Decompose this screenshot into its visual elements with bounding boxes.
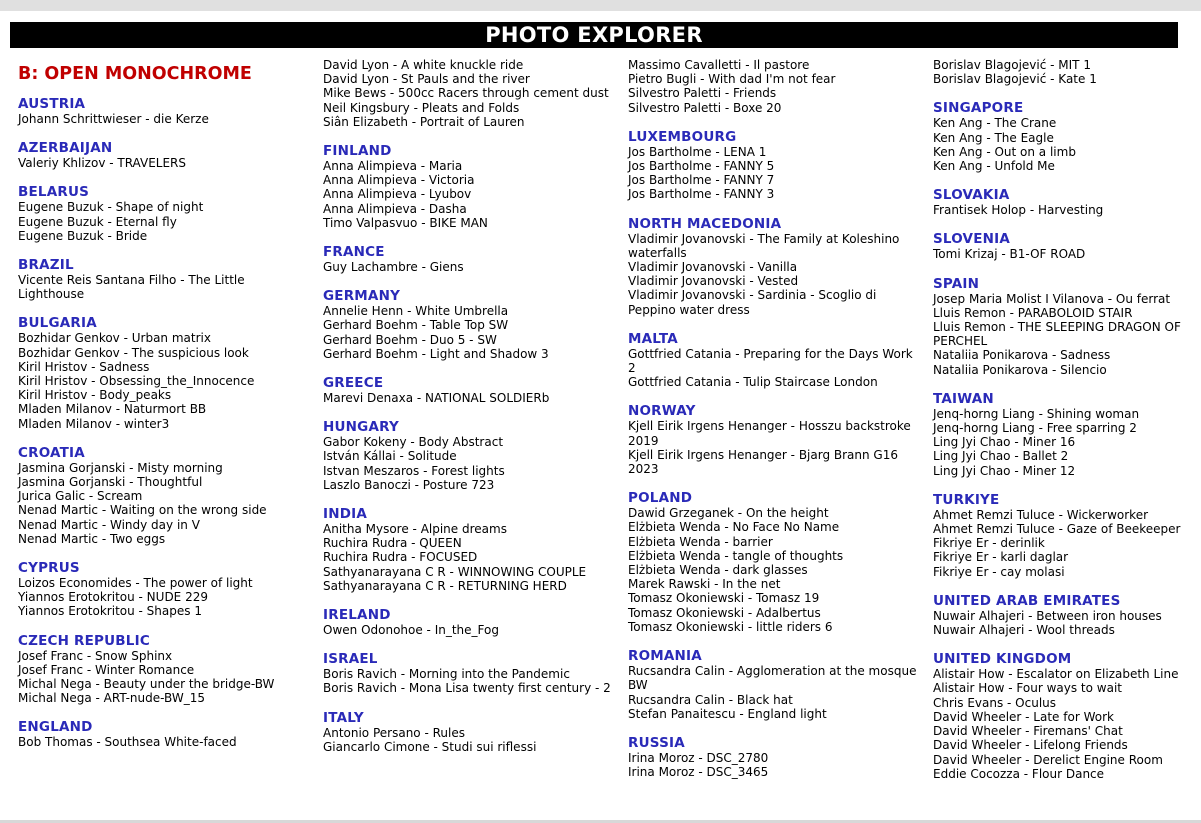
country-heading: BELARUS (18, 184, 90, 201)
photo-entry-link[interactable]: Bozhidar Genkov - The suspicious look (18, 345, 249, 360)
entry-list (628, 419, 918, 476)
entry-list (933, 292, 1201, 377)
photo-entry-link[interactable]: Boris Ravich - Morning into the Pandemic (323, 667, 570, 682)
photo-entry-link[interactable]: Vladimir Jovanovski - Sardinia - Scoglio di Peppino water dress (628, 288, 877, 317)
photo-entry-link[interactable]: Gerhard Boehm - Table Top SW (323, 318, 509, 333)
entry-list (323, 435, 613, 492)
photo-entry-link[interactable]: Tomasz Okoniewski - Adalbertus (628, 605, 821, 620)
photo-entry-link[interactable]: Nenad Martic - Windy day in V (18, 517, 200, 532)
photo-entry-link[interactable]: Tomasz Okoniewski - little riders 6 (628, 619, 833, 634)
photo-entry-link[interactable]: Bob Thomas - Southsea White-faced (18, 735, 237, 750)
country-heading: SINGAPORE (933, 100, 1024, 117)
photo-entry-link[interactable]: David Wheeler - Firemans' Chat (933, 724, 1123, 739)
photo-entry-link[interactable]: Neil Kingsbury - Pleats and Folds (323, 100, 520, 115)
country-heading: GREECE (323, 375, 384, 392)
photo-entry-link[interactable]: Ken Ang - The Crane (933, 116, 1057, 131)
entry-list (18, 461, 308, 546)
entry-list (323, 667, 613, 695)
entry-list (933, 609, 1201, 637)
photo-entry-link[interactable]: Anna Alimpieva - Victoria (323, 173, 475, 188)
photo-entry-link[interactable]: David Wheeler - Lifelong Friends (933, 738, 1128, 753)
photo-entry-link[interactable]: Fikriye Er - karli daglar (933, 550, 1069, 565)
country-heading: TURKIYE (933, 491, 1000, 508)
country-heading: FRANCE (323, 244, 385, 261)
entry-list (628, 145, 918, 202)
photo-entry-link[interactable]: Lluis Remon - THE SLEEPING DRAGON OF PERCHEL (933, 320, 1181, 349)
photo-entry-link[interactable]: Elżbieta Wenda - dark glasses (628, 563, 808, 578)
photo-entry-link[interactable]: Borislav Blagojević - MIT 1 (933, 58, 1091, 72)
photo-entry-link[interactable]: Istvan Meszaros - Forest lights (323, 463, 505, 478)
photo-entry-link[interactable]: Eugene Buzuk - Shape of night (18, 200, 204, 215)
entry-list (18, 112, 308, 126)
photo-entry-link[interactable]: Ling Jyi Chao - Miner 16 (933, 435, 1076, 450)
photo-entry-link[interactable]: Yiannos Erotokritou - NUDE 229 (18, 590, 208, 605)
photo-entry-link[interactable]: Michal Nega - ART-nude-BW_15 (18, 691, 205, 706)
photo-entry-link[interactable]: Tomi Krizaj - B1-OF ROAD (933, 247, 1086, 262)
country-heading: RUSSIA (628, 734, 685, 751)
photo-entry-link[interactable]: Jos Bartholme - LENA 1 (628, 144, 767, 159)
photo-entry-link[interactable]: Fikriye Er - cay molasi (933, 564, 1065, 579)
country-heading: SLOVENIA (933, 231, 1010, 248)
photo-entry-link[interactable]: Antonio Persano - Rules (323, 725, 465, 740)
entry-list (18, 331, 308, 430)
photo-entry-link[interactable]: Bozhidar Genkov - Urban matrix (18, 331, 211, 346)
photo-entry-link[interactable]: Silvestro Paletti - Friends (628, 86, 777, 101)
photo-entry-link[interactable]: Kiril Hristov - Body_peaks (18, 388, 172, 403)
country-heading: IRELAND (323, 607, 391, 624)
entry-list (323, 726, 613, 754)
photo-entry-link[interactable]: Anitha Mysore - Alpine dreams (323, 522, 507, 537)
photo-entry-link[interactable]: Frantisek Holop - Harvesting (933, 203, 1104, 218)
entry-list (628, 58, 918, 115)
photo-entry-link[interactable]: Eugene Buzuk - Eternal fly (18, 214, 177, 229)
photo-entry-link[interactable]: Gottfried Catania - Preparing for the Days Work 2 (628, 346, 913, 376)
photo-entry-link[interactable]: Vladimir Jovanovski - Vested (628, 274, 799, 289)
photo-entry-link[interactable]: Josep Maria Molist I Vilanova - Ou ferrat (933, 291, 1171, 306)
photo-entry-link[interactable]: Giancarlo Cimone - Studi sui riflessi (323, 739, 537, 754)
photo-entry-link[interactable]: Nenad Martic - Two eggs (18, 531, 166, 546)
photo-entry-link[interactable]: David Lyon - A white knuckle ride (323, 58, 524, 72)
photo-entry-link[interactable]: Kiril Hristov - Sadness (18, 359, 150, 374)
photo-entry-link[interactable]: Yiannos Erotokritou - Shapes 1 (18, 604, 202, 619)
photo-entry-link[interactable]: Massimo Cavalletti - Il pastore (628, 58, 810, 72)
column-2 (323, 58, 613, 754)
photo-entry-link[interactable]: Rucsandra Calin - Agglomeration at the mosque BW (628, 664, 917, 693)
entry-list (933, 667, 1201, 781)
photo-entry-link[interactable]: Nuwair Alhajeri - Between iron houses (933, 608, 1162, 623)
photo-entry-link[interactable]: Silvestro Paletti - Boxe 20 (628, 100, 782, 115)
photo-entry-link[interactable]: Owen Odonohoe - In_the_Fog (323, 623, 499, 638)
photo-entry-link[interactable]: Eugene Buzuk - Bride (18, 228, 148, 243)
country-heading: AUSTRIA (18, 96, 86, 112)
column-4 (933, 58, 1201, 781)
photo-entry-link[interactable]: Timo Valpasvuo - BIKE MAN (323, 215, 488, 230)
entry-list (628, 664, 918, 721)
entry-list (628, 347, 918, 390)
entry-list (933, 247, 1201, 261)
photo-entry-link[interactable]: Lluis Remon - PARABOLOID STAIR (933, 305, 1133, 320)
country-heading: HUNGARY (323, 419, 399, 436)
photo-entry-link[interactable]: Marevi Denaxa - NATIONAL SOLDIERb (323, 391, 550, 406)
photo-entry-link[interactable]: Jos Bartholme - FANNY 7 (628, 173, 775, 188)
photo-entry-link[interactable]: Tomasz Okoniewski - Tomasz 19 (628, 591, 820, 606)
entry-list (18, 649, 308, 706)
photo-entry-link[interactable]: Nataliia Ponikarova - Silencio (933, 362, 1107, 377)
photo-entry-link[interactable]: Stefan Panaitescu - England light (628, 706, 827, 721)
entry-list (323, 159, 613, 230)
photo-entry-link[interactable]: Ken Ang - Unfold Me (933, 159, 1055, 174)
entry-list (933, 407, 1201, 478)
photo-entry-link[interactable]: Elżbieta Wenda - tangle of thoughts (628, 548, 844, 563)
photo-entry-link[interactable]: Guy Lachambre - Giens (323, 260, 464, 275)
photo-entry-link[interactable]: Anna Alimpieva - Dasha (323, 201, 467, 216)
photo-entry-link[interactable]: Irina Moroz - DSC_3465 (628, 765, 769, 780)
country-heading: POLAND (628, 490, 693, 507)
country-heading: ISRAEL (323, 651, 378, 668)
photo-entry-link[interactable]: Chris Evans - Oculus (933, 695, 1057, 710)
entry-list (628, 232, 918, 317)
country-heading: GERMANY (323, 288, 401, 305)
photo-entry-link[interactable]: Dawid Grzeganek - On the height (628, 506, 829, 521)
photo-entry-link[interactable]: Laszlo Banoczi - Posture 723 (323, 477, 495, 492)
photo-entry-link[interactable]: Gottfried Catania - Tulip Staircase London (628, 375, 878, 390)
country-heading: SLOVAKIA (933, 187, 1010, 204)
country-heading: NORWAY (628, 403, 696, 420)
photo-entry-link[interactable]: Sathyanarayana C R - RETURNING HERD (323, 578, 567, 593)
photo-entry-link[interactable]: Josef Franc - Winter Romance (18, 662, 195, 677)
photo-entry-link[interactable]: Nenad Martic - Waiting on the wrong side (18, 503, 267, 518)
photo-entry-link[interactable]: Ahmet Remzi Tuluce - Wickerworker (933, 507, 1149, 522)
photo-entry-link[interactable]: Rucsandra Calin - Black hat (628, 692, 793, 707)
photo-entry-link[interactable]: Mladen Milanov - winter3 (18, 416, 170, 431)
photo-entry-link[interactable]: Eddie Cocozza - Flour Dance (933, 766, 1105, 781)
photo-entry-link[interactable]: Ahmet Remzi Tuluce - Gaze of Beekeeper (933, 522, 1181, 537)
entry-list (628, 506, 918, 634)
photo-entry-link[interactable]: Ruchira Rudra - QUEEN (323, 536, 462, 551)
photo-entry-link[interactable]: Gabor Kokeny - Body Abstract (323, 435, 504, 450)
country-heading: LUXEMBOURG (628, 128, 737, 145)
country-heading: ENGLAND (18, 719, 93, 736)
entry-list (323, 304, 613, 361)
country-heading: CZECH REPUBLIC (18, 632, 150, 649)
country-heading: BULGARIA (18, 315, 97, 332)
photo-entry-link[interactable]: Kjell Eirik Irgens Henanger - Bjarg Brann G16 2023 (628, 447, 898, 477)
photo-entry-link[interactable]: Mike Bews - 500cc Racers through cement dust (323, 86, 609, 101)
country-heading: NORTH MACEDONIA (628, 215, 782, 232)
entry-list (933, 58, 1201, 86)
photo-entry-link[interactable]: Jenq-horng Liang - Free sparring 2 (933, 421, 1137, 436)
entry-list (18, 273, 308, 301)
entry-list (323, 623, 613, 637)
photo-entry-link[interactable]: Jurica Galic - Scream (18, 489, 143, 504)
photo-entry-link[interactable]: Siân Elizabeth - Portrait of Lauren (323, 114, 525, 129)
photo-entry-link[interactable]: Ken Ang - Out on a limb (933, 144, 1076, 159)
photo-entry-link[interactable]: Jos Bartholme - FANNY 5 (628, 159, 775, 174)
photo-entry-link[interactable]: Jenq-horng Liang - Shining woman (933, 406, 1140, 421)
photo-entry-link[interactable]: Josef Franc - Snow Sphinx (18, 648, 173, 663)
country-heading: UNITED KINGDOM (933, 651, 1072, 668)
entry-list (933, 203, 1201, 217)
country-heading: INDIA (323, 506, 367, 523)
photo-entry-link[interactable]: Sathyanarayana C R - WINNOWING COUPLE (323, 564, 587, 579)
photo-entry-link[interactable]: Alistair How - Escalator on Elizabeth Line (933, 667, 1179, 682)
country-heading: BRAZIL (18, 257, 74, 274)
photo-entry-link[interactable]: Loizos Economides - The power of light (18, 576, 253, 591)
photo-entry-link[interactable]: Marek Rawski - In the net (628, 577, 781, 592)
country-heading: SPAIN (933, 275, 980, 292)
photo-entry-link[interactable]: Johann Schrittwieser - die Kerze (18, 112, 209, 126)
photo-entry-link[interactable]: Valeriy Khlizov - TRAVELERS (18, 156, 187, 171)
photo-entry-link[interactable]: Ken Ang - The Eagle (933, 130, 1054, 145)
photo-entry-link[interactable]: Ling Jyi Chao - Ballet 2 (933, 449, 1069, 464)
photo-entry-link[interactable]: Michal Nega - Beauty under the bridge-BW (18, 677, 275, 692)
photo-entry-link[interactable]: Gerhard Boehm - Duo 5 - SW (323, 332, 497, 347)
photo-entry-link[interactable]: Jasmina Gorjanski - Misty morning (18, 460, 223, 475)
country-heading: UNITED ARAB EMIRATES (933, 592, 1121, 609)
photo-entry-link[interactable]: Elżbieta Wenda - barrier (628, 534, 773, 549)
country-heading: MALTA (628, 330, 678, 347)
entry-list (323, 391, 613, 405)
photo-entry-link[interactable]: Vladimir Jovanovski - The Family at Koleshino waterfalls (628, 231, 900, 260)
entry-list (323, 522, 613, 593)
entry-list (18, 576, 308, 619)
country-heading: ITALY (323, 709, 364, 726)
photo-entry-link[interactable]: David Wheeler - Derelict Engine Room (933, 752, 1163, 767)
photo-entry-link[interactable]: Anna Alimpieva - Maria (323, 159, 463, 174)
column-1 (18, 58, 308, 750)
entry-list (323, 58, 613, 129)
photo-entry-link[interactable]: Alistair How - Four ways to wait (933, 681, 1122, 696)
photo-entry-link[interactable]: Gerhard Boehm - Light and Shadow 3 (323, 346, 549, 361)
section-title: B: OPEN MONOCHROME (18, 64, 252, 84)
photo-entry-link[interactable]: Boris Ravich - Mona Lisa twenty first century - 2 (323, 681, 611, 696)
page-title: PHOTO EXPLORER (10, 22, 1178, 48)
entry-list (628, 751, 918, 779)
photo-entry-link[interactable]: Mladen Milanov - Naturmort BB (18, 402, 207, 417)
country-heading: CROATIA (18, 444, 85, 461)
photo-entry-link[interactable]: Jos Bartholme - FANNY 3 (628, 187, 775, 202)
top-scroll-strip (0, 0, 1201, 11)
entry-list (933, 116, 1201, 173)
photo-entry-link[interactable]: David Wheeler - Late for Work (933, 709, 1114, 724)
photo-entry-link[interactable]: Anna Alimpieva - Lyubov (323, 187, 472, 202)
photo-entry-link[interactable]: David Lyon - St Pauls and the river (323, 72, 530, 87)
photo-entry-link[interactable]: Jasmina Gorjanski - Thoughtful (18, 475, 203, 490)
entry-list (18, 735, 308, 749)
photo-entry-link[interactable]: Pietro Bugli - With dad I'm not fear (628, 72, 836, 87)
photo-entry-link[interactable]: Borislav Blagojević - Kate 1 (933, 72, 1097, 87)
photo-entry-link[interactable]: Elżbieta Wenda - No Face No Name (628, 520, 840, 535)
photo-entry-link[interactable]: Ling Jyi Chao - Miner 12 (933, 463, 1076, 478)
country-heading: ROMANIA (628, 648, 702, 665)
country-heading: TAIWAN (933, 390, 994, 407)
entry-list (18, 156, 308, 170)
photo-entry-link[interactable]: Vicente Reis Santana Filho - The Little Lighthouse (18, 273, 245, 302)
entry-list (933, 508, 1201, 579)
photo-entry-link[interactable]: Nataliia Ponikarova - Sadness (933, 348, 1111, 363)
photo-entry-link[interactable]: Irina Moroz - DSC_2780 (628, 750, 769, 765)
photo-entry-link[interactable]: István Kállai - Solitude (323, 449, 457, 464)
country-heading: CYPRUS (18, 560, 80, 577)
photo-entry-link[interactable]: Nuwair Alhajeri - Wool threads (933, 623, 1115, 638)
entry-list (323, 260, 613, 274)
country-heading: AZERBAIJAN (18, 140, 113, 157)
column-3 (628, 58, 918, 779)
photo-entry-link[interactable]: Vladimir Jovanovski - Vanilla (628, 260, 798, 275)
photo-entry-link[interactable]: Annelie Henn - White Umbrella (323, 304, 509, 319)
entry-list (18, 200, 308, 243)
photo-entry-link[interactable]: Kiril Hristov - Obsessing_the_Innocence (18, 374, 255, 389)
country-heading: FINLAND (323, 143, 392, 160)
photo-entry-link[interactable]: Fikriye Er - derinlik (933, 536, 1045, 551)
photo-entry-link[interactable]: Kjell Eirik Irgens Henanger - Hosszu backstroke 2019 (628, 419, 911, 448)
photo-entry-link[interactable]: Ruchira Rudra - FOCUSED (323, 550, 478, 565)
